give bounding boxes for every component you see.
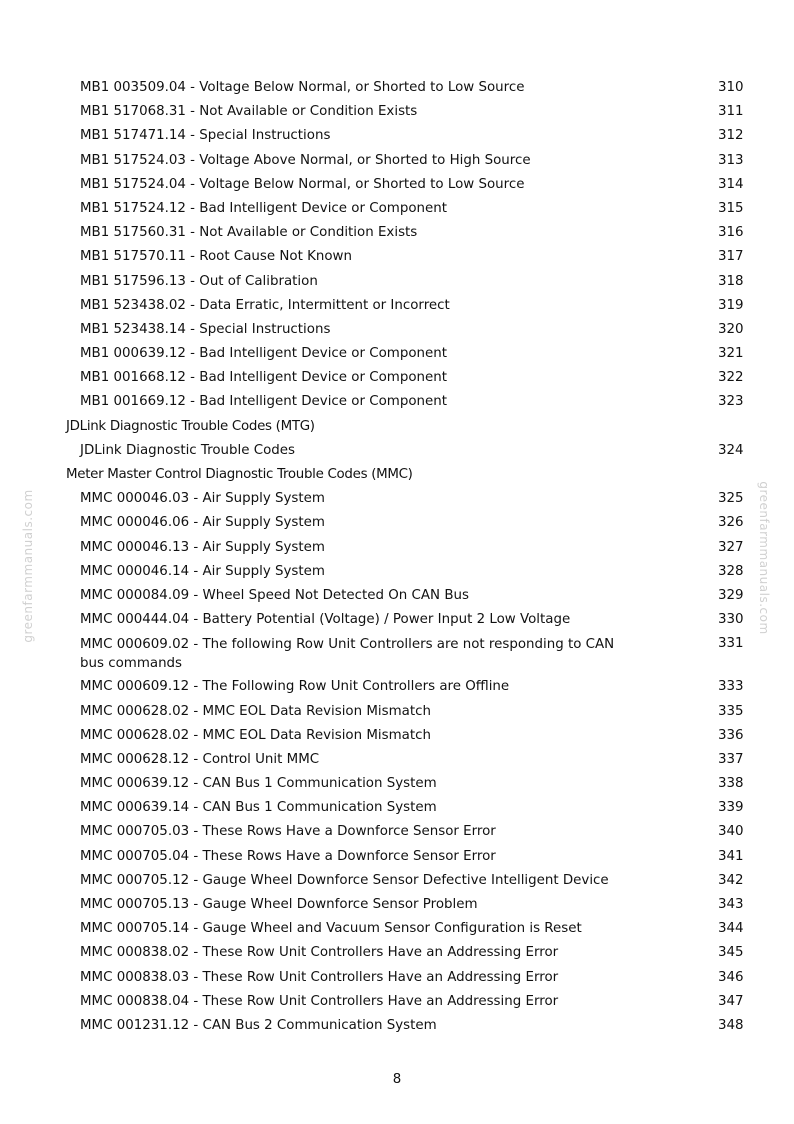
toc-entry[interactable] <box>0 845 794 869</box>
toc-entry[interactable] <box>0 560 794 584</box>
entry-page-number: 340 <box>718 824 744 840</box>
entry-page-number: 313 <box>718 152 744 168</box>
entry-page-number: 324 <box>718 442 744 458</box>
toc-entry[interactable] <box>0 675 794 699</box>
entry-page-number: 320 <box>718 321 744 337</box>
toc-entry[interactable] <box>0 173 794 197</box>
entry-title: MMC 000046.14 - Air Supply System <box>80 563 325 579</box>
entry-title: MMC 001231.12 - CAN Bus 2 Communication System <box>80 1017 437 1033</box>
toc-entry[interactable] <box>0 748 794 772</box>
toc-entry[interactable] <box>0 487 794 511</box>
section-title: JDLink Diagnostic Trouble Codes (MTG) <box>66 418 315 434</box>
entry-title: MMC 000609.02 - The following Row Unit Controllers are not responding to CAN bus commands <box>80 637 615 672</box>
entry-title: MMC 000628.02 - MMC EOL Data Revision Mismatch <box>80 727 431 743</box>
toc-entry[interactable] <box>0 124 794 148</box>
entry-title: MB1 000639.12 - Bad Intelligent Device or Component <box>80 346 447 362</box>
toc-entry[interactable] <box>0 893 794 917</box>
entry-title: MMC 000705.03 - These Rows Have a Downforce Sensor Error <box>80 824 496 840</box>
toc-entry[interactable] <box>0 100 794 124</box>
entry-page-number: 333 <box>718 679 744 695</box>
entry-page-number: 322 <box>718 370 744 386</box>
entry-title: MB1 517471.14 - Special Instructions <box>80 128 331 144</box>
entry-page-number: 341 <box>718 848 744 864</box>
entry-title: MB1 003509.04 - Voltage Below Normal, or Shorted to Low Source <box>80 80 525 95</box>
toc-entry[interactable] <box>0 584 794 608</box>
entry-page-number: 345 <box>718 945 744 961</box>
entry-page-number: 348 <box>718 1017 744 1033</box>
entry-page-number: 327 <box>718 539 744 555</box>
entry-title: MMC 000705.14 - Gauge Wheel and Vacuum Sensor Configuration is Reset <box>80 921 582 937</box>
entry-page-number: 335 <box>718 703 744 719</box>
entry-title: MMC 000705.12 - Gauge Wheel Downforce Sensor Defective Intelligent Device <box>80 872 609 888</box>
toc-entry[interactable] <box>0 149 794 173</box>
section-title: Meter Master Control Diagnostic Trouble Codes (MMC) <box>66 467 413 482</box>
entry-title: MB1 001668.12 - Bad Intelligent Device or Component <box>80 370 447 386</box>
watermark-left: greenfarmmanuals.com <box>21 489 35 643</box>
entry-title: MMC 000705.04 - These Rows Have a Downforce Sensor Error <box>80 848 496 864</box>
entry-title: MMC 000046.13 - Air Supply System <box>80 539 325 555</box>
entry-title: MMC 000628.02 - MMC EOL Data Revision Mismatch <box>80 703 431 719</box>
entry-page-number: 339 <box>718 800 744 816</box>
toc-entry[interactable] <box>0 966 794 990</box>
entry-page-number: 342 <box>718 872 744 888</box>
watermark-right: greenfarmmanuals.com <box>757 481 771 635</box>
entry-page-number: 315 <box>718 200 744 216</box>
entry-title: MMC 000046.03 - Air Supply System <box>80 491 325 507</box>
entry-title: MB1 517524.03 - Voltage Above Normal, or Shorted to High Source <box>80 152 531 168</box>
entry-title: JDLink Diagnostic Trouble Codes <box>80 442 295 458</box>
toc-entry[interactable] <box>0 917 794 941</box>
entry-page-number: 318 <box>718 273 744 289</box>
toc-entry[interactable] <box>0 221 794 245</box>
toc-section-heading <box>0 415 794 439</box>
entry-title: MMC 000609.12 - The Following Row Unit Controllers are Offline <box>80 679 510 695</box>
entry-title: MB1 517560.31 - Not Available or Condition Exists <box>80 225 418 241</box>
entry-page-number: 321 <box>718 346 744 362</box>
entry-page-number: 346 <box>718 969 744 985</box>
toc-entry[interactable] <box>0 318 794 342</box>
toc-entry[interactable] <box>0 772 794 796</box>
toc-entry[interactable] <box>0 820 794 844</box>
entry-title: MB1 517524.04 - Voltage Below Normal, or Shorted to Low Source <box>80 176 525 192</box>
toc-entry[interactable] <box>0 511 794 535</box>
entry-title: MMC 000444.04 - Battery Potential (Voltage) / Power Input 2 Low Voltage <box>80 612 571 628</box>
toc-entry[interactable] <box>0 366 794 390</box>
entry-title: MB1 517068.31 - Not Available or Condition Exists <box>80 104 418 120</box>
entry-page-number: 330 <box>718 612 744 628</box>
entry-title: MMC 000628.12 - Control Unit MMC <box>80 751 320 767</box>
toc-entry[interactable] <box>0 76 794 100</box>
entry-title: MB1 523438.02 - Data Erratic, Intermittent or Incorrect <box>80 297 450 313</box>
toc-entry[interactable] <box>0 270 794 294</box>
entry-page-number: 336 <box>718 727 744 743</box>
page-number: 8 <box>392 1072 402 1087</box>
entry-page-number: 317 <box>718 249 744 265</box>
entry-page-number: 325 <box>718 491 744 507</box>
entry-page-number: 312 <box>718 128 744 144</box>
entry-title: MB1 523438.14 - Special Instructions <box>80 321 331 337</box>
toc-entry[interactable] <box>0 608 794 632</box>
entry-page-number: 323 <box>718 394 744 410</box>
toc-entry[interactable] <box>0 245 794 269</box>
toc-entry[interactable] <box>0 294 794 318</box>
toc-entry[interactable] <box>0 536 794 560</box>
entry-title: MMC 000838.03 - These Row Unit Controllers Have an Addressing Error <box>80 969 559 985</box>
entry-page-number: 310 <box>718 80 744 95</box>
toc-entry[interactable] <box>0 796 794 820</box>
entry-title: MMC 000705.13 - Gauge Wheel Downforce Sensor Problem <box>80 897 478 912</box>
entry-title: MMC 000838.04 - These Row Unit Controllers Have an Addressing Error <box>80 993 559 1009</box>
entry-page-number: 329 <box>718 587 744 603</box>
toc-entry[interactable] <box>0 724 794 748</box>
entry-title: MB1 517596.13 - Out of Calibration <box>80 273 318 289</box>
entry-page-number: 331 <box>718 636 744 652</box>
toc-entry[interactable] <box>0 700 794 724</box>
entry-title: MB1 517570.11 - Root Cause Not Known <box>80 249 352 265</box>
toc-entry[interactable] <box>0 869 794 893</box>
toc-entry[interactable] <box>0 390 794 414</box>
entry-page-number: 319 <box>718 297 744 313</box>
toc-entry[interactable] <box>0 941 794 965</box>
entry-page-number: 314 <box>718 176 744 192</box>
entry-page-number: 344 <box>718 921 744 937</box>
entry-page-number: 343 <box>718 897 744 912</box>
entry-title: MMC 000084.09 - Wheel Speed Not Detected On CAN Bus <box>80 587 469 603</box>
entry-title: MMC 000639.12 - CAN Bus 1 Communication System <box>80 776 437 792</box>
entry-page-number: 337 <box>718 751 744 767</box>
entry-page-number: 338 <box>718 776 744 792</box>
entry-page-number: 316 <box>718 225 744 241</box>
toc-entry[interactable] <box>0 1014 794 1038</box>
table-of-contents <box>0 76 794 1038</box>
entry-page-number: 311 <box>718 104 744 120</box>
toc-entry[interactable] <box>0 990 794 1014</box>
entry-title: MMC 000838.02 - These Row Unit Controllers Have an Addressing Error <box>80 945 559 961</box>
toc-entry[interactable] <box>0 197 794 221</box>
entry-page-number: 326 <box>718 515 744 531</box>
entry-page-number: 328 <box>718 563 744 579</box>
toc-entry[interactable] <box>0 632 794 675</box>
toc-section-heading <box>0 463 794 487</box>
entry-title: MB1 001669.12 - Bad Intelligent Device or Component <box>80 394 447 410</box>
toc-entry[interactable] <box>0 342 794 366</box>
entry-page-number: 347 <box>718 993 744 1009</box>
entry-title: MMC 000046.06 - Air Supply System <box>80 515 325 531</box>
entry-title: MB1 517524.12 - Bad Intelligent Device or Component <box>80 200 447 216</box>
toc-entry[interactable] <box>0 439 794 463</box>
entry-title: MMC 000639.14 - CAN Bus 1 Communication System <box>80 800 437 816</box>
